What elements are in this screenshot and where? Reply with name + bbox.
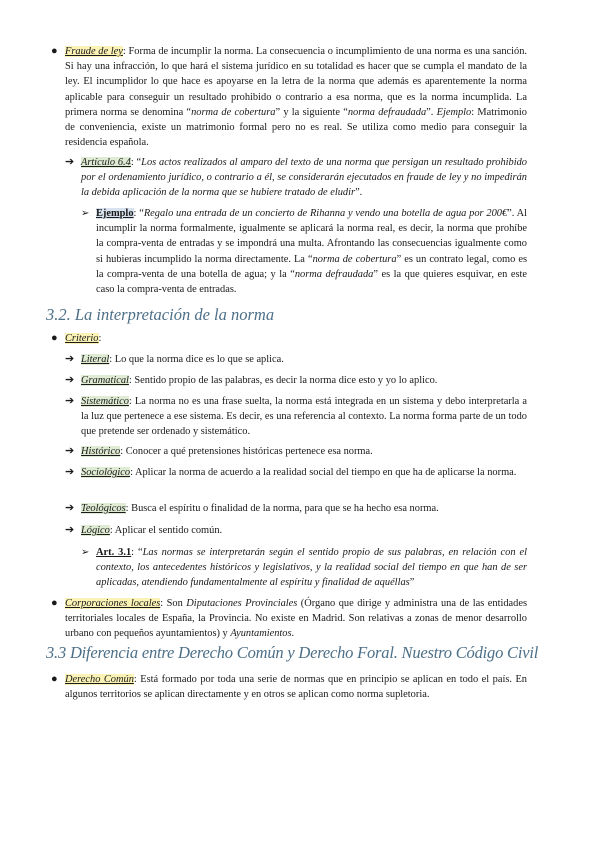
paragraph-criterio: Criterio: [65, 333, 102, 344]
paragraph-corporaciones-locales: Corporaciones locales: Son Diputaciones Provinciales (Órgano que dirige y administra una de las entidades territoriales locales de España, la Provincia. No existe en Madrid. Son relativas a zonas de menor desarrollo urbano con pequeños ayuntamientos) y Ayuntamientos. [65, 598, 527, 640]
paragraph-art-3-1: Art. 3.1: “Las normas se interpretarán según el sentido propio de sus palabras, en relación con el contexto, los antecedentes históricos y legislativos, y la realidad social del tiempo en que han de ser aplicadas, atendiendo fundamentalmente al espíritu y finalidad de aquéllas” [96, 547, 527, 589]
arrow-icon: ➔ [65, 374, 75, 386]
criterion-historico: Histórico: Conocer a qué pretensiones históricas pertenece esa norma. [81, 446, 373, 457]
criterion-gramatical: Gramatical: Sentido propio de las palabras, es decir la norma dice esto y yo lo aplico. [81, 375, 438, 386]
criterion-literal: Literal: Lo que la norma dice es lo que se aplica. [81, 354, 284, 365]
triangle-arrow-icon: ➢ [81, 547, 90, 558]
term-derecho-comun: Derecho Común [65, 674, 134, 685]
paragraph-fraude-de-ley: Fraude de ley: Forma de incumplir la norma. La consecuencia o incumplimiento de una norma es una sanción. Si hay una infracción, lo que hará el sistema jurídico en su totalidad es hacer que se cumpla el mandato de la ley. El incumplidor lo que hace es apoyarse en la letra de la norma que además es aparentemente la norma aplicable para conseguir un resultado prohibido o contrario a esa norma, que es la norma incumplida. La primera norma se denomina “norma de cobertura” y la siguiente “norma defraudada”. Ejemplo: Matrimonio de conveniencia, existe un matrimonio formal pero no es real. Se utiliza como medio para conseguir la residencia española. [65, 46, 528, 149]
heading-3-3: 3.3 Diferencia entre Derecho Común y Derecho Foral. Nuestro Código Civil [46, 643, 539, 662]
heading-3-2: 3.2. La interpretación de la norma [46, 305, 275, 324]
bullet-icon: ● [51, 45, 58, 57]
arrow-icon: ➔ [65, 353, 75, 365]
term-art-3-1: Art. 3.1 [96, 547, 132, 558]
term-fraude-de-ley: Fraude de ley [65, 46, 123, 57]
bullet-icon: ● [51, 332, 58, 344]
bullet-icon: ● [51, 673, 58, 685]
arrow-icon: ➔ [65, 445, 75, 457]
arrow-icon: ➔ [65, 395, 75, 407]
term-articulo-6-4: Artículo 6.4 [81, 157, 131, 168]
criterion-logico: Lógico: Aplicar el sentido común. [81, 525, 223, 536]
arrow-icon: ➔ [65, 502, 75, 514]
paragraph-articulo-6-4: Artículo 6.4: “Los actos realizados al amparo del texto de una norma que persigan un resultado prohibido por el ordenamiento jurídico, o contrario a él, se considerarán ejecutados en fraude de ley y no impedirán la debida aplicación de la norma que se hubiere tratado de eludir”. [81, 157, 527, 199]
arrow-icon: ➔ [65, 524, 75, 536]
arrow-icon: ➔ [65, 466, 75, 478]
term-ejemplo: Ejemplo [96, 208, 134, 219]
bullet-icon: ● [51, 597, 58, 609]
term-corporaciones-locales: Corporaciones locales [65, 598, 161, 609]
paragraph-derecho-comun: Derecho Común: Está formado por toda una serie de normas que en principio se aplican en todo el país. En algunos territorios se aplican directamente y en otros se aplican como norma supletoria. [65, 674, 528, 701]
criterion-sociologico: Sociológico: Aplicar la norma de acuerdo a la realidad social del tiempo en que ha de aplicarse la norma. [81, 467, 517, 478]
paragraph-ejemplo: Ejemplo: “Regalo una entrada de un concierto de Rihanna y vendo una botella de agua por 200€”. Al incumplir la norma formalmente, igualmente se aplicará la norma real, es decir, la norma que prohíbe la compra-venta de entradas y se impondrá una multa. Afrontando las consecuencias igualmente como si hubieras incumplido la norma directamente. La “norma de cobertura” es un contrato legal, como es la compra-venta de una botella de agua; y la “norma defraudada” es la que quieres esquivar, en este caso la compra-venta de entradas. [96, 208, 527, 296]
arrow-icon: ➔ [65, 156, 75, 168]
criterion-sistematico: Sistemático: La norma no es una frase suelta, la norma está integrada en un sistema y debo interpretarla a la luz que pertenece a ese sistema. Es decir, es una referencia al contexto. La norma forma parte de un todo que pretende ser ordenado y sistemático. [81, 396, 527, 438]
criterion-teologicos: Teológicos: Busca el espíritu o finalidad de la norma, para que se ha hecho esa norma. [81, 503, 439, 514]
term-criterio: Criterio [65, 333, 99, 344]
triangle-arrow-icon: ➢ [81, 208, 90, 219]
